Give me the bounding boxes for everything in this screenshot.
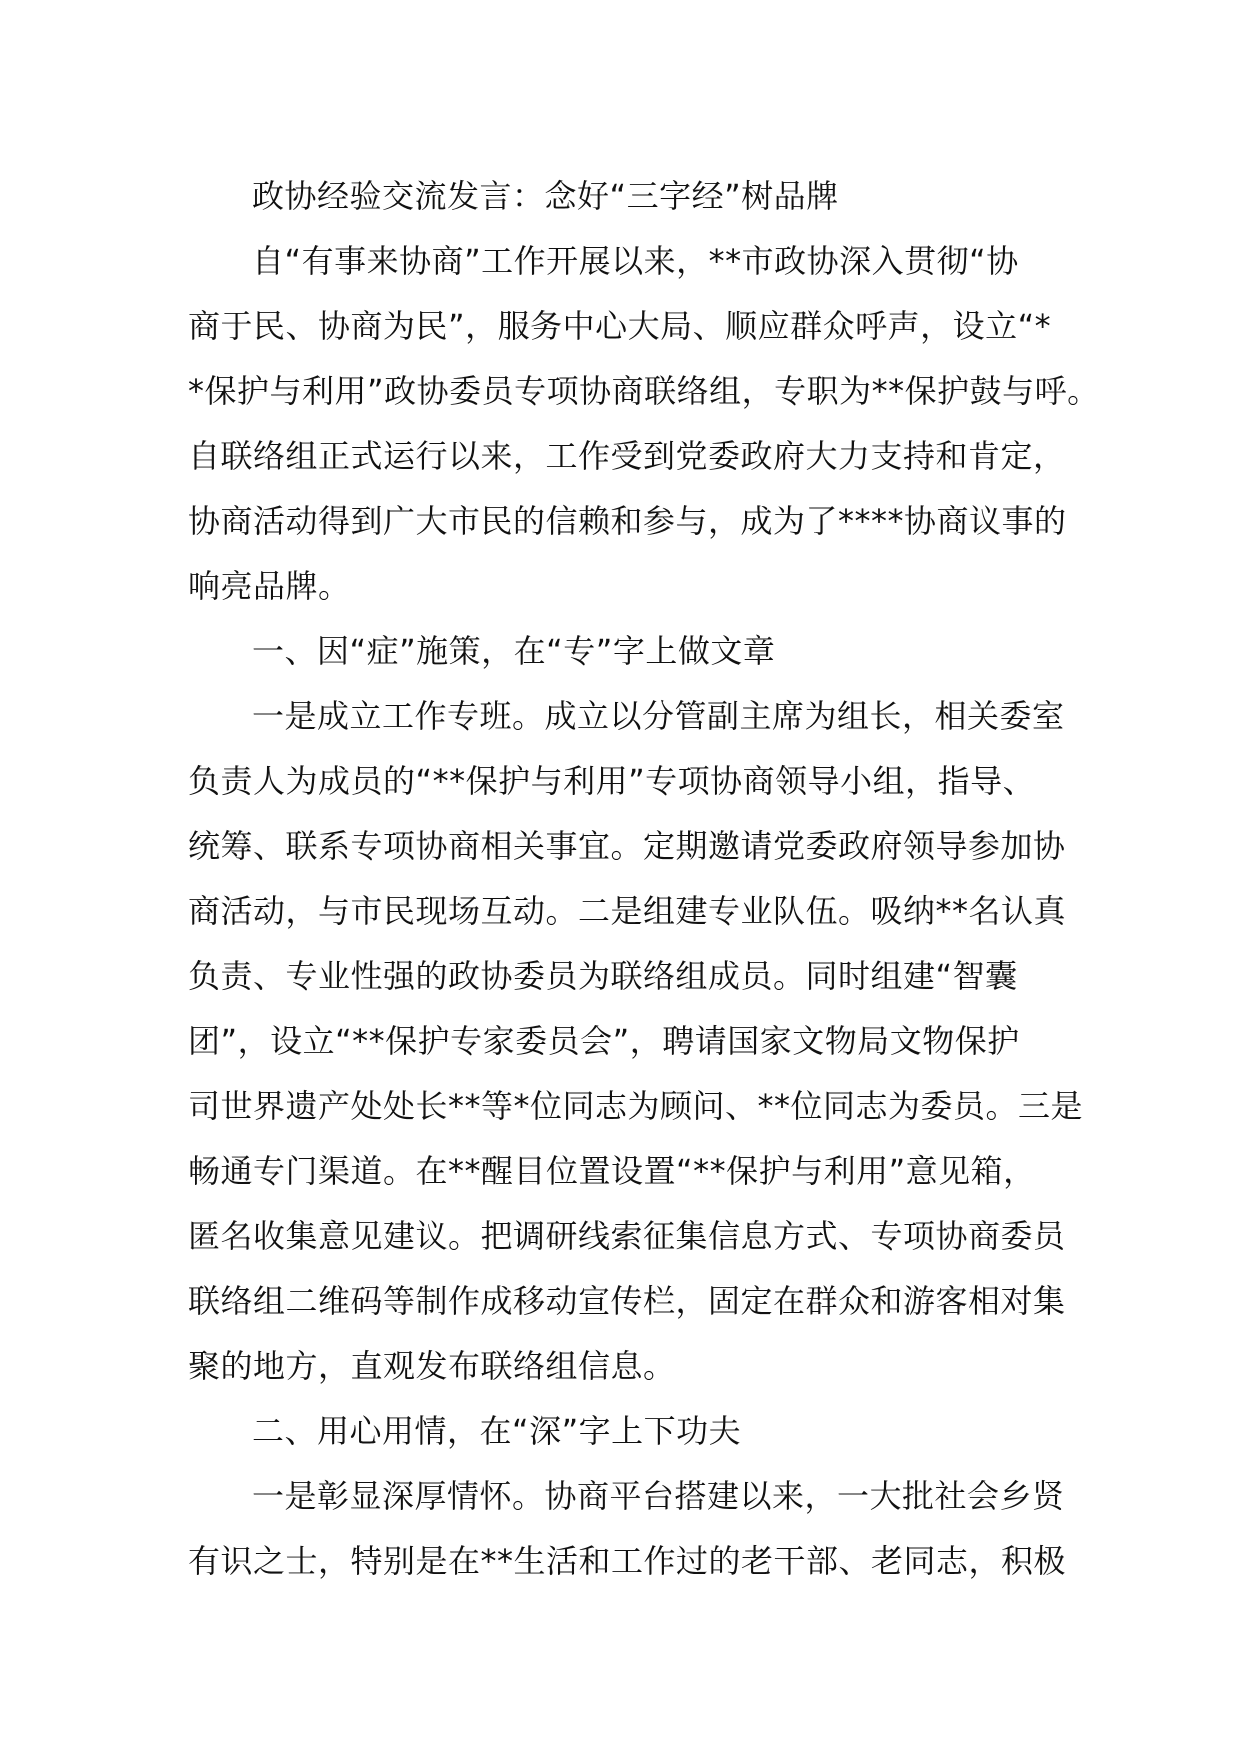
paragraph-line: 一是成立工作专班。成立以分管副主席为组长，相关委室 [252, 697, 1065, 735]
document-title: 政协经验交流发言：念好“三字经”树品牌 [252, 177, 839, 215]
paragraph-line: 匿名收集意见建议。把调研线索征集信息方式、专项协商委员 [188, 1217, 1066, 1255]
section-heading: 二、用心用情，在“深”字上下功夫 [252, 1412, 742, 1450]
paragraph-line: 商于民、协商为民”，服务中心大局、顺应群众呼声，设立“* [188, 307, 1052, 345]
paragraph-line: 联络组二维码等制作成移动宣传栏，固定在群众和游客相对集 [188, 1282, 1066, 1320]
paragraph-line: 商活动，与市民现场互动。二是组建专业队伍。吸纳**名认真 [188, 892, 1067, 930]
paragraph-line: 畅通专门渠道。在**醒目位置设置“**保护与利用”意见箱， [188, 1152, 1036, 1190]
paragraph-line: *保护与利用”政协委员专项协商联络组，专职为**保护鼓与呼。 [188, 372, 1100, 410]
paragraph-line: 统筹、联系专项协商相关事宜。定期邀请党委政府领导参加协 [188, 827, 1066, 865]
paragraph-line: 负责人为成员的“**保护与利用”专项协商领导小组，指导、 [188, 762, 1036, 800]
section-heading-2 [188, 1399, 1068, 1464]
paragraph-line: 团”，设立“**保护专家委员会”，聘请国家文物局文物保护 [188, 1022, 1020, 1060]
section-heading: 一、因“症”施策，在“专”字上做文章 [252, 632, 776, 670]
paragraph-line: 自联络组正式运行以来，工作受到党委政府大力支持和肯定， [188, 437, 1066, 475]
paragraph-line: 自“有事来协商”工作开展以来，**市政协深入贯彻“协 [252, 242, 1019, 280]
paragraph-line: 响亮品牌。 [188, 567, 351, 605]
paragraph-line: 负责、专业性强的政协委员为联络组成员。同时组建“智囊 [188, 957, 1018, 995]
paragraph-line: 聚的地方，直观发布联络组信息。 [188, 1347, 676, 1385]
paragraph-line: 有识之士，特别是在**生活和工作过的老干部、老同志，积极 [188, 1542, 1067, 1580]
document-body [188, 164, 1100, 1594]
paragraph-line: 协商活动得到广大市民的信赖和参与，成为了****协商议事的 [188, 502, 1067, 540]
paragraph-intro [188, 229, 1100, 619]
paragraph-section-1 [188, 684, 1084, 1399]
paragraph-section-2 [188, 1464, 1068, 1594]
section-heading-1 [188, 619, 1068, 684]
paragraph-line: 司世界遗产处处长**等*位同志为顾问、**位同志为委员。三是 [188, 1087, 1084, 1125]
paragraph-line: 一是彰显深厚情怀。协商平台搭建以来，一大批社会乡贤 [252, 1477, 1065, 1515]
